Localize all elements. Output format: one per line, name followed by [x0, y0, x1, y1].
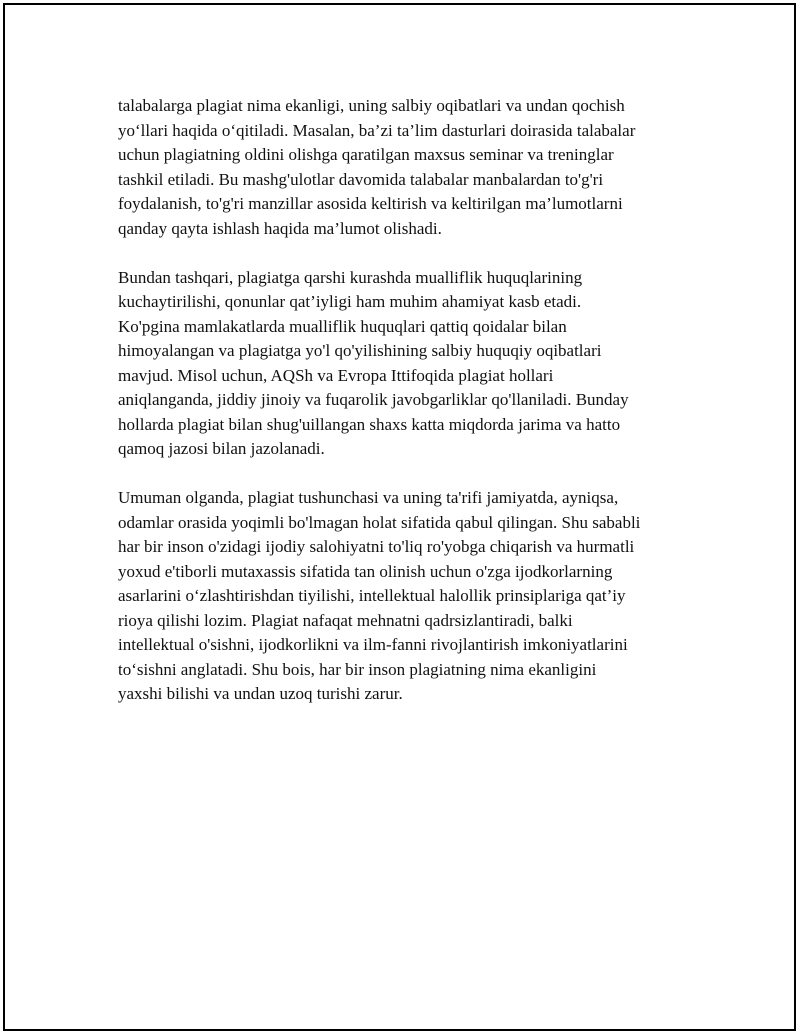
- text-line: intellektual o'sishni, ijodkorlikni va ilm-fanni rivojlantirish imkoniyatlarini: [118, 635, 628, 654]
- text-line: to‘sishni anglatadi. Shu bois, har bir inson plagiatning nima ekanligini: [118, 659, 597, 679]
- text-line: uchun plagiatning oldini olishga qaratilgan maxsus seminar va treninglar: [118, 145, 614, 164]
- text-line: hollarda plagiat bilan shug'uillangan shaxs katta miqdorda jarima va hatto: [118, 414, 621, 434]
- text-line: Bundan tashqari, plagiatga qarshi kurashda mualliflik huquqlarining: [118, 267, 583, 287]
- text-line: Umuman olganda, plagiat tushunchasi va uning ta'rifi jamiyatda, ayniqsa,: [118, 488, 619, 507]
- paragraph-1: [118, 94, 698, 241]
- text-line: qanday qayta ishlash haqida ma’lumot olishadi.: [118, 218, 442, 238]
- paragraph-spacer: [118, 241, 698, 266]
- text-line: yaxshi bilishi va undan uzoq turishi zarur.: [118, 684, 403, 703]
- text-line: asarlarini o‘zlashtirishdan tiyilishi, intellektual halollik prinsiplariga qat’iy: [118, 586, 626, 605]
- text-line: Ko'pgina mamlakatlarda mualliflik huquqlari qattiq qoidalar bilan: [118, 316, 567, 336]
- text-line: yo‘llari haqida o‘qitiladi. Masalan, ba’zi ta’lim dasturlari doirasida talabalar: [118, 120, 636, 140]
- paragraph-2: [118, 266, 698, 462]
- text-line: foydalanish, to'g'ri manzillar asosida keltirish va keltirilgan ma’lumotlarni: [118, 194, 623, 213]
- text-line: yoxud e'tiborli mutaxassis sifatida tan olinish uchun o'zga ijodkorlarning: [118, 561, 613, 581]
- document-body: [118, 94, 698, 707]
- text-line: talabalarga plagiat nima ekanligi, uning salbiy oqibatlari va undan qochish: [118, 96, 625, 115]
- text-line: qamoq jazosi bilan jazolanadi.: [118, 439, 325, 458]
- text-line: odamlar orasida yoqimli bo'lmagan holat sifatida qabul qilingan. Shu sababli: [118, 512, 641, 532]
- paragraph-spacer: [118, 462, 698, 487]
- text-line: rioya qilishi lozim. Plagiat nafaqat mehnatni qadrsizlantiradi, balki: [118, 610, 573, 630]
- text-line: aniqlanganda, jiddiy jinoiy va fuqarolik javobgarliklar qo'llaniladi. Bunday: [118, 390, 629, 409]
- text-line: himoyalangan va plagiatga yo'l qo'yilishining salbiy huquqiy oqibatlari: [118, 341, 602, 360]
- text-line: tashkil etiladi. Bu mashg'ulotlar davomida talabalar manbalardan to'g'ri: [118, 169, 604, 189]
- text-line: mavjud. Misol uchun, AQSh va Evropa Ittifoqida plagiat hollari: [118, 365, 554, 385]
- text-line: har bir inson o'zidagi ijodiy salohiyatni to'liq ro'yobga chiqarish va hurmatli: [118, 537, 635, 556]
- paragraph-3: [118, 486, 698, 707]
- text-line: kuchaytirilishi, qonunlar qat’iyligi ham muhim ahamiyat kasb etadi.: [118, 292, 582, 311]
